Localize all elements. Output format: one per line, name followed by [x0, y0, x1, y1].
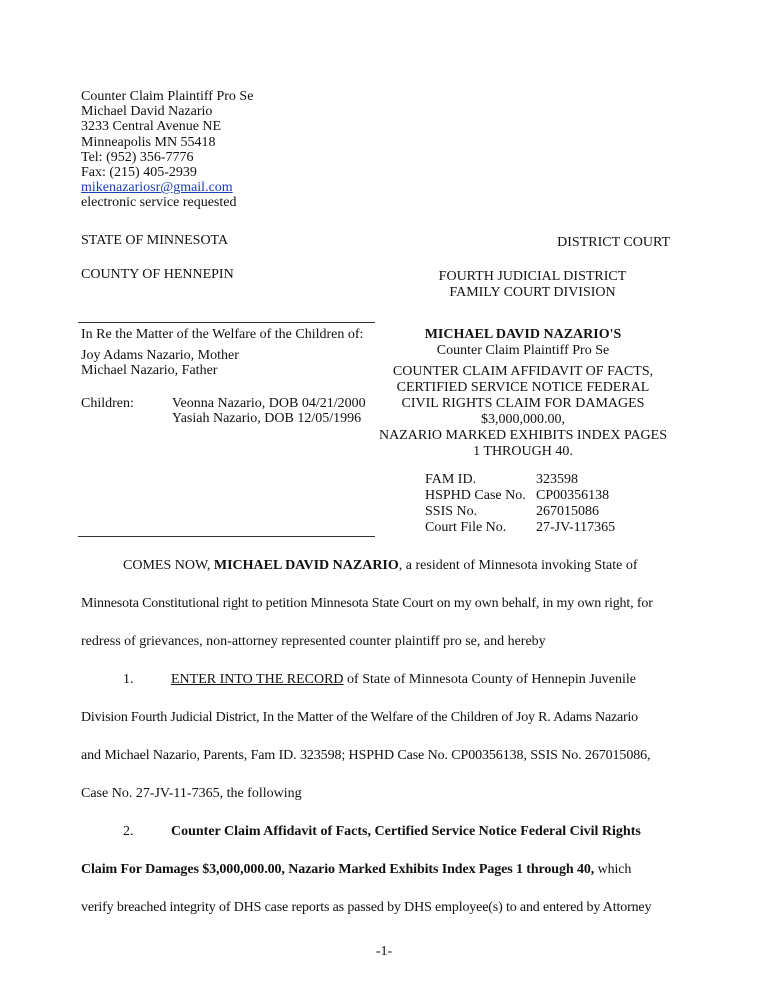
identifier-row — [425, 488, 615, 504]
filer-role: Counter Claim Plaintiff Pro Se — [81, 89, 254, 104]
filer-tel: Tel: (952) 356-7776 — [81, 149, 194, 165]
item-1-heading: ENTER INTO THE RECORD — [171, 672, 344, 687]
item-1-number: 1. — [123, 672, 134, 687]
filer-city: Minneapolis MN 55418 — [81, 134, 216, 150]
intro-rest: , a resident of Minnesota invoking State of — [398, 558, 638, 573]
caption-top-rule — [78, 322, 375, 323]
intro-party-name: MICHAEL DAVID NAZARIO — [213, 558, 399, 573]
identifier-value: CP00356138 — [536, 488, 610, 503]
intro-paragraph-line-1 — [81, 558, 657, 574]
item-2-line-1 — [81, 824, 657, 840]
filer-street: 3233 Central Avenue NE — [81, 119, 222, 135]
identifier-label: HSPHD Case No. — [425, 488, 526, 503]
item-2-heading-2: Claim For Damages $3,000,000.00, Nazario Marked Exhibits Index Pages 1 through 40, — [81, 862, 595, 877]
case-identifiers-table — [425, 472, 615, 536]
item-2-line-3: verify breached integrity of DHS case reports as passed by DHS employee(s) to and entered by Attorney — [81, 900, 652, 915]
title-line-4: $3,000,000.00, — [481, 412, 565, 427]
caption-bottom-rule — [78, 536, 375, 537]
filer-name: Michael David Nazario — [81, 104, 213, 120]
court-heading: DISTRICT COURT — [557, 235, 670, 250]
title-line-1: COUNTER CLAIM AFFIDAVIT OF FACTS, — [392, 364, 654, 379]
item-1-line-1 — [81, 672, 657, 688]
county-heading: COUNTY OF HENNEPIN — [81, 267, 234, 282]
caption-father: Michael Nazario, Father — [81, 363, 218, 378]
item-1-line-4: Case No. 27-JV-11-7365, the following — [81, 786, 302, 801]
caption-matter: In Re the Matter of the Welfare of the Children of: — [81, 327, 364, 342]
item-2-rest: which — [594, 862, 632, 877]
identifier-label: FAM ID. — [425, 472, 477, 487]
intro-paragraph-line-2: Minnesota Constitutional right to petition Minnesota State Court on my own behalf, in my own right, for — [81, 596, 653, 611]
identifier-value: 323598 — [536, 472, 578, 487]
service-note: electronic service requested — [81, 195, 237, 211]
item-1-rest: of State of Minnesota County of Hennepin Juvenile — [343, 672, 636, 687]
caption-mother: Joy Adams Nazario, Mother — [81, 348, 239, 363]
caption-child-1: Veonna Nazario, DOB 04/21/2000 — [172, 396, 366, 411]
item-2-heading-1: Counter Claim Affidavit of Facts, Certified Service Notice Federal Civil Rights — [171, 824, 641, 839]
item-1-line-2: Division Fourth Judicial District, In the Matter of the Welfare of the Children of Joy R. Adams Nazario — [81, 710, 638, 725]
identifier-label: SSIS No. — [425, 504, 478, 519]
caption-child-2: Yasiah Nazario, DOB 12/05/1996 — [172, 411, 362, 426]
intro-start: COMES NOW, — [123, 558, 214, 573]
item-1-line-3: and Michael Nazario, Parents, Fam ID. 323598; HSPHD Case No. CP00356138, SSIS No. 267015086, — [81, 748, 651, 763]
item-2-number: 2. — [123, 824, 134, 839]
filer-email-link[interactable]: mikenazariosr@gmail.com — [81, 180, 233, 196]
identifier-row — [425, 504, 615, 520]
item-2-line-2 — [81, 862, 657, 878]
caption-children-label: Children: — [81, 396, 134, 411]
title-party-role: Counter Claim Plaintiff Pro Se — [436, 343, 610, 358]
identifier-value: 27-JV-117365 — [536, 520, 616, 535]
title-line-3: CIVIL RIGHTS CLAIM FOR DAMAGES — [401, 396, 645, 411]
filer-header — [81, 89, 253, 211]
title-line-5: NAZARIO MARKED EXHIBITS INDEX PAGES — [378, 428, 668, 443]
filer-fax: Fax: (215) 405-2939 — [81, 164, 197, 180]
title-party-name: MICHAEL DAVID NAZARIO'S — [424, 327, 622, 342]
intro-paragraph-line-3: redress of grievances, non-attorney represented counter plaintiff pro se, and hereby — [81, 634, 546, 649]
identifier-row — [425, 520, 615, 536]
identifier-label: Court File No. — [425, 520, 507, 535]
page-number: -1- — [375, 944, 393, 959]
identifier-value: 267015086 — [536, 504, 599, 519]
division-heading: FAMILY COURT DIVISION — [449, 285, 616, 300]
title-line-6: 1 THROUGH 40. — [473, 444, 573, 459]
district-heading: FOURTH JUDICIAL DISTRICT — [438, 269, 627, 284]
state-heading: STATE OF MINNESOTA — [81, 233, 229, 248]
title-line-2: CERTIFIED SERVICE NOTICE FEDERAL — [396, 380, 650, 395]
identifier-row — [425, 472, 615, 488]
